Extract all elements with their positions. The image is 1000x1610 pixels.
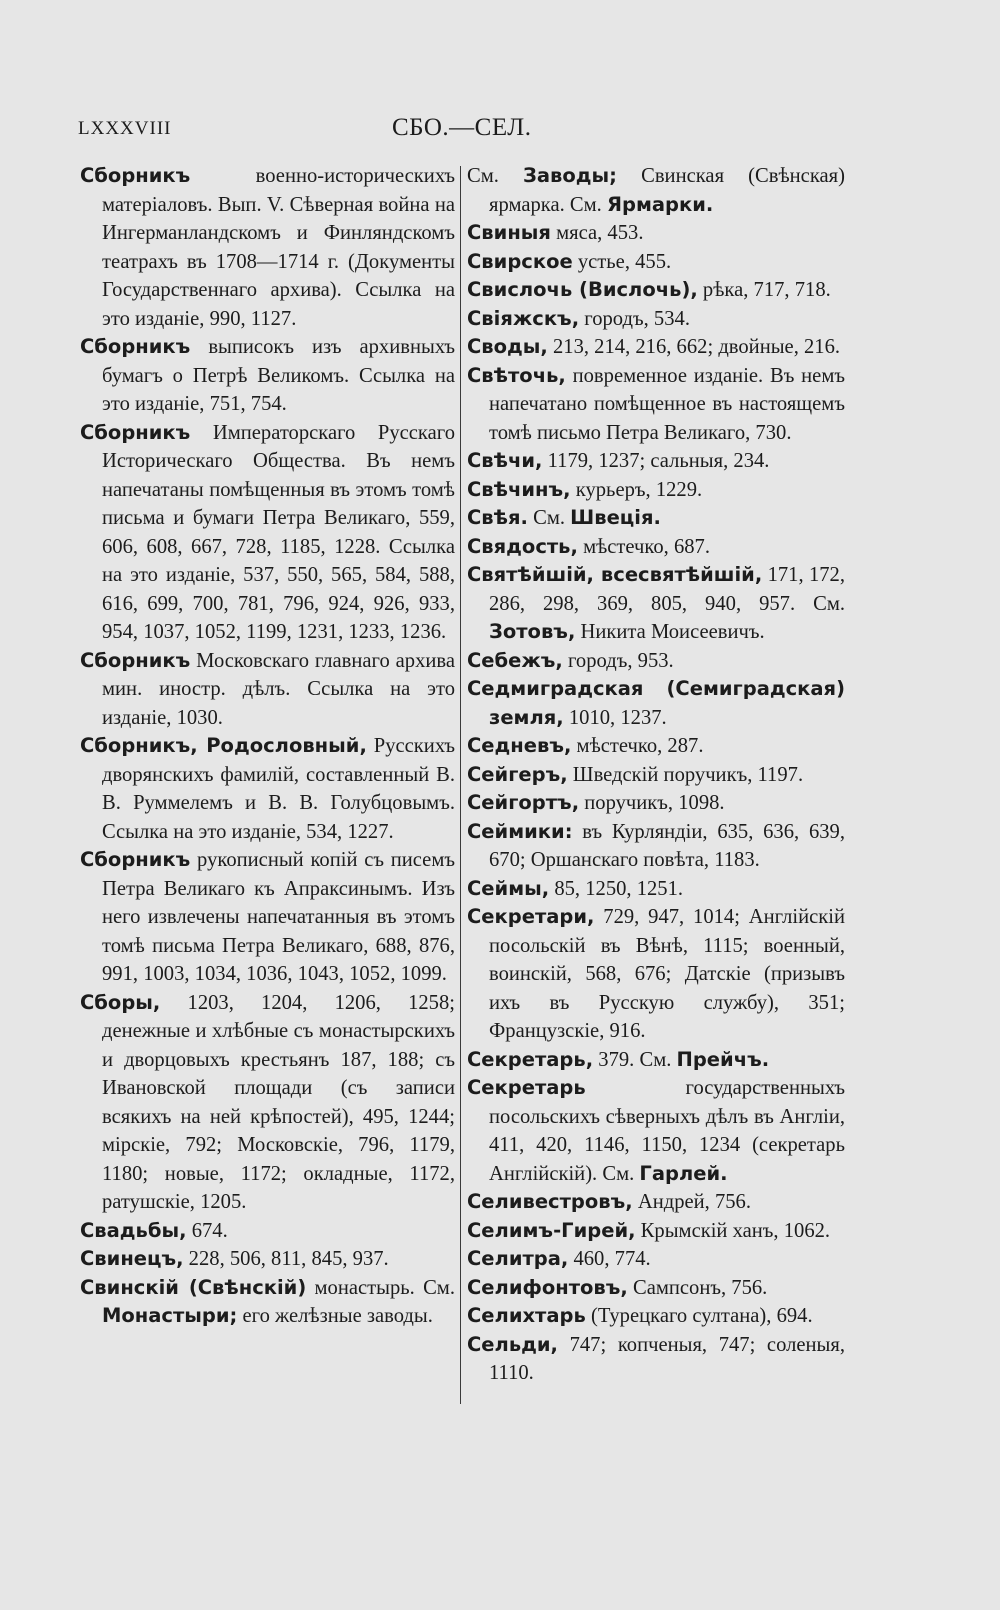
index-entry — [467, 875, 845, 904]
entry-text: повременное изданіе. Въ немъ напечатано помѣщенное въ настоящемъ томѣ письмо Петра Великаго, 730. — [489, 364, 845, 444]
entry-headword: Свислочь (Вислочь), — [467, 278, 698, 301]
entry-headword: Сельди, — [467, 1332, 558, 1356]
entry-headword: Секретарь, — [467, 1047, 594, 1071]
entry-headword: Сейгеръ, — [467, 762, 568, 786]
entry-text: рѣка, 717, 718. — [697, 279, 831, 301]
entry-headword: Сборникъ — [80, 335, 191, 358]
entry-text: государственныхъ посольскихъ сѣверныхъ дѣлъ въ Англіи, 411, 420, 1146, 1150, 1234 (секретарь Англійскій). См. — [489, 1077, 845, 1185]
entry-text: 729, 947, 1014; Англійскій посольскій въ Вѣнѣ, 1115; военный, воинскій, 568, 676; Датскіе (призывъ ихъ въ Русскую службу), 351; Французскіе, 916. — [489, 906, 845, 1042]
entry-headword: Свиныя — [467, 221, 551, 244]
entry-text: Крымскій ханъ, 1062. — [635, 1219, 831, 1242]
entry-text: 85, 1250, 1251. — [549, 877, 684, 900]
entry-headword: Свѣточь, — [467, 363, 566, 387]
entry-headword: Секретари, — [467, 905, 595, 928]
cross-reference: Ярмарки. — [606, 192, 714, 216]
entry-headword: Свинскій (Свѣнскій) — [80, 1275, 307, 1299]
entry-headword: Седмиградская (Семиградская) земля, — [467, 677, 845, 729]
entry-text: Никита Моисеевичъ. — [575, 621, 765, 643]
entry-headword: Сейгортъ, — [467, 791, 580, 814]
entry-text: Императорскаго Русскаго Историческаго Общества. Въ немъ напечатаны помѣщенныя въ этомъ томѣ письма и бумаги Петра Великаго, 559, 606, 608, 667, 728, 1185, 1228. Ссылка на это изданіе, 537, 550, 565, 584, 588, 616, 699, 700, 781, 796, 924, 926, 933, 954, 1037, 1052, 1199, 1231, 1233, 1236. — [102, 421, 455, 643]
index-entry — [467, 219, 845, 248]
index-entry — [80, 846, 455, 989]
entry-text: 674. — [186, 1219, 228, 1242]
entry-text: городъ, 953. — [562, 649, 674, 672]
entry-text: 1010, 1237. — [563, 706, 667, 729]
cross-reference: Монастыри; — [102, 1304, 238, 1327]
index-entry — [467, 561, 845, 647]
index-entry — [467, 504, 845, 533]
entry-headword: Сеймики: — [467, 819, 573, 843]
index-entry — [80, 333, 455, 419]
index-entry — [467, 362, 845, 448]
entry-text: городъ, 534. — [579, 307, 690, 330]
index-entry — [467, 447, 845, 476]
entry-headword: Сборникъ — [80, 648, 191, 672]
entry-headword: Селифонтовъ, — [467, 1275, 628, 1299]
entry-headword: Селихтарь — [467, 1304, 586, 1327]
entry-headword: Себежъ, — [467, 648, 563, 672]
entry-headword: Сборникъ — [80, 420, 191, 444]
entry-text: Московскаго главнаго архива мин. иностр. дѣлъ. Ссылка на это изданіе, 1030. — [102, 649, 455, 729]
index-entry — [467, 1302, 845, 1331]
entry-text: 460, 774. — [568, 1248, 651, 1270]
entry-text: рукописный копій съ писемъ Петра Великаго къ Апраксинымъ. Изъ него извлечены напечатанныя въ этомъ томѣ письма Петра Великаго, 688, 876, 991, 1003, 1034, 1036, 1043, 1052, 1099. — [102, 849, 455, 985]
index-entry — [467, 276, 845, 305]
entry-text: Сампсонъ, 756. — [627, 1276, 768, 1299]
index-entry — [467, 732, 845, 761]
entry-text: выписокъ изъ архивныхъ бумагъ о Петрѣ Великомъ. Ссылка на это изданіе, 751, 754. — [102, 336, 455, 415]
entry-headword: Свинецъ, — [80, 1247, 184, 1270]
entry-text: мяса, 453. — [550, 222, 644, 244]
cross-reference: Швеція. — [570, 506, 661, 529]
entry-headword: Седневъ, — [467, 734, 572, 757]
entry-headword: Сборникъ, Родословный, — [80, 734, 367, 757]
entry-text: его желѣзные заводы. — [237, 1305, 433, 1327]
index-entry — [467, 789, 845, 818]
entry-text: въ Курляндіи, 635, 636, 639, 670; Оршанскаго повѣта, 1183. — [489, 820, 845, 871]
entry-headword: Селивестровъ, — [467, 1190, 633, 1213]
entry-headword: Селимъ-Гирей, — [467, 1218, 636, 1242]
entry-headword: Свіяжскъ, — [467, 306, 580, 330]
index-entry — [80, 989, 455, 1217]
index-entry — [467, 533, 845, 562]
entry-text: 171, 172, 286, 298, 369, 805, 940, 957. См. — [489, 564, 845, 615]
entry-text: мѣстечко, 287. — [571, 735, 704, 757]
entry-headword: Селитра, — [467, 1247, 569, 1270]
index-entry — [467, 1274, 845, 1303]
running-title: СБО.—СЕЛ. — [392, 114, 532, 141]
entry-headword: Свѣя. — [467, 506, 528, 529]
entry-text: устье, 455. — [572, 250, 672, 273]
entry-text: Русскихъ дворянскихъ фамилій, составленный В. В. Руммелемъ и В. В. Голубцовымъ. Ссылка на это изданіе, 534, 1227. — [102, 735, 455, 843]
entry-headword: Сеймы, — [467, 876, 550, 900]
cross-reference: Заводы; — [523, 164, 617, 187]
left-column — [80, 162, 455, 1331]
entry-text: См. — [467, 165, 524, 187]
index-entry — [467, 333, 845, 362]
entry-text: военно-историческихъ матеріаловъ. Вып. V. Сѣверная война на Ингерманландскомъ и Финляндскомъ театрахъ въ 1708—1714 г. (Документы Государственнаго архива). Ссылка на это изданіе, 990, 1127. — [102, 165, 455, 330]
page-number: LXXXVIII — [78, 118, 172, 139]
entry-headword: Свирское — [467, 249, 573, 273]
entry-text: 379. См. — [593, 1048, 677, 1071]
index-entry — [467, 1046, 845, 1075]
entry-text: 1203, 1204, 1206, 1258; денежные и хлѣбные съ монастырскихъ и дворцовыхъ крестьянъ 187, 188; съ Ивановской площади (съ записи всякихъ на ней крѣпостей), 495, 1244; мірскіе, 792; Московскіе, 796, 1179, 1180; новые, 1172; окладные, 1172, ратушскіе, 1205. — [102, 991, 455, 1213]
index-entry — [80, 732, 455, 846]
entry-text: мѣстечко, 687. — [577, 535, 711, 558]
entry-text: Андрей, 756. — [632, 1191, 751, 1213]
entry-headword: Свадьбы, — [80, 1218, 187, 1242]
index-entry — [80, 647, 455, 733]
index-entry — [467, 1217, 845, 1246]
index-entry — [467, 1074, 845, 1188]
entry-text: 1179, 1237; сальныя, 234. — [542, 450, 770, 472]
index-entry — [467, 305, 845, 334]
entry-headword: Свядость, — [467, 534, 578, 558]
index-entry — [467, 818, 845, 875]
cross-reference: Прейчъ. — [676, 1047, 770, 1071]
entry-headword: Сборникъ — [80, 164, 191, 187]
index-entry — [80, 1217, 455, 1246]
entry-text: курьеръ, 1229. — [570, 478, 703, 501]
entry-text: Шведскій поручикъ, 1197. — [567, 763, 804, 786]
entry-headword: Святѣйшій, всесвятѣйшій, — [467, 563, 763, 586]
entry-text: монастырь. См. — [306, 1276, 455, 1299]
entry-headword: Сборникъ — [80, 848, 191, 871]
entry-text: поручикъ, 1098. — [579, 792, 725, 814]
entry-headword: Свѣчи, — [467, 449, 543, 472]
entry-headword: Свѣчинъ, — [467, 477, 571, 501]
index-entry — [467, 675, 845, 732]
index-entry — [467, 761, 845, 790]
running-head — [0, 114, 1000, 148]
entry-text: (Турецкаго султана), 694. — [585, 1305, 813, 1327]
index-entry — [80, 419, 455, 647]
index-entry — [80, 162, 455, 333]
index-entry — [467, 1245, 845, 1274]
index-entry — [467, 647, 845, 676]
entry-headword: Своды, — [467, 335, 548, 358]
entry-text: 213, 214, 216, 662; двойные, 216. — [547, 336, 841, 358]
index-entry — [467, 903, 845, 1046]
entry-text: 747; копченыя, 747; соленыя, 1110. — [489, 1333, 845, 1384]
entry-text: 228, 506, 811, 845, 937. — [183, 1248, 389, 1270]
cross-reference: Зотовъ, — [489, 620, 576, 643]
index-entry — [467, 162, 845, 219]
right-column — [467, 162, 845, 1388]
column-divider — [460, 166, 461, 1404]
index-entry — [467, 1188, 845, 1217]
cross-reference: Гарлей. — [639, 1161, 728, 1185]
index-entry — [80, 1245, 455, 1274]
index-entry — [80, 1274, 455, 1331]
entry-headword: Сборы, — [80, 990, 161, 1014]
entry-text: См. — [527, 507, 571, 529]
entry-headword: Секретарь — [467, 1076, 586, 1099]
index-entry — [467, 1331, 845, 1388]
index-entry — [467, 476, 845, 505]
entry-text: Свинская (Свѣнская) ярмарка. См. — [489, 165, 845, 216]
index-entry — [467, 248, 845, 277]
